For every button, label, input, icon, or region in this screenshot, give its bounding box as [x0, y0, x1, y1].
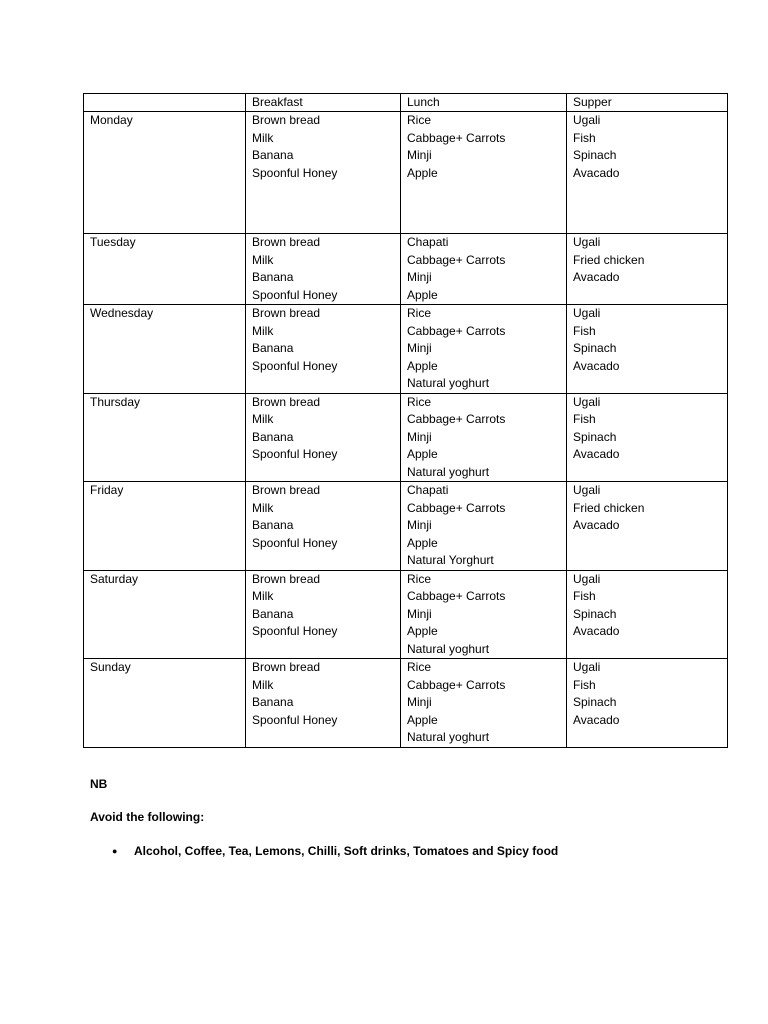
- supper-item: Ugali: [573, 306, 601, 320]
- lunch-item: Apple: [407, 165, 438, 180]
- day-cell: [84, 482, 246, 571]
- lunch-item: Rice: [407, 571, 432, 586]
- lunch-item: Minji: [407, 695, 432, 709]
- lunch-cell: [401, 482, 567, 571]
- breakfast-cell: [246, 305, 401, 394]
- breakfast-item: Spoonful Honey: [252, 535, 338, 550]
- breakfast-item: Spoonful Honey: [252, 624, 338, 638]
- supper-item: Fried chicken: [573, 252, 645, 267]
- header-lunch: Lunch: [401, 94, 567, 112]
- lunch-cell: [401, 659, 567, 748]
- lunch-cell: [401, 305, 567, 394]
- supper-item: Ugali: [573, 394, 601, 409]
- breakfast-item: Banana: [252, 148, 294, 162]
- header-day: [84, 94, 246, 112]
- supper-item: Ugali: [573, 483, 601, 497]
- lunch-item: Minji: [407, 606, 432, 621]
- lunch-item: Cabbage+ Carrots: [407, 323, 506, 338]
- breakfast-cell: [246, 482, 401, 571]
- meal-plan-table: [83, 93, 728, 748]
- supper-item: Fish: [573, 677, 596, 692]
- breakfast-item: Milk: [252, 323, 274, 338]
- supper-item: Avacado: [573, 447, 620, 461]
- header-breakfast: Breakfast: [246, 94, 401, 112]
- day-label: Sunday: [90, 660, 131, 674]
- breakfast-item: Brown bread: [252, 660, 321, 674]
- breakfast-item: Banana: [252, 518, 294, 532]
- breakfast-cell: [246, 659, 401, 748]
- supper-cell: [567, 570, 728, 659]
- lunch-item: Minji: [407, 148, 432, 162]
- lunch-item: Minji: [407, 341, 432, 355]
- nb-heading: NB: [90, 777, 108, 791]
- breakfast-item: Milk: [252, 252, 274, 267]
- bullet-icon: ●: [112, 846, 118, 856]
- lunch-item: Rice: [407, 394, 432, 409]
- supper-item: Avacado: [573, 358, 620, 373]
- lunch-item: Cabbage+ Carrots: [407, 130, 506, 145]
- breakfast-cell: [246, 234, 401, 305]
- supper-item: Spinach: [573, 341, 617, 355]
- day-label: Tuesday: [90, 235, 136, 249]
- lunch-item: Natural yoghurt: [407, 730, 490, 744]
- breakfast-item: Milk: [252, 130, 274, 145]
- supper-item: Spinach: [573, 148, 617, 162]
- breakfast-item: Brown bread: [252, 113, 321, 127]
- day-label: Thursday: [90, 394, 141, 409]
- day-label: Wednesday: [90, 306, 154, 320]
- table-row: [84, 112, 728, 234]
- day-cell: [84, 234, 246, 305]
- lunch-cell: [401, 234, 567, 305]
- table-row: [84, 482, 728, 571]
- breakfast-item: Milk: [252, 500, 274, 515]
- lunch-item: Rice: [407, 660, 432, 674]
- breakfast-cell: [246, 570, 401, 659]
- lunch-item: Minji: [407, 518, 432, 532]
- day-label: Saturday: [90, 571, 139, 586]
- lunch-cell: [401, 393, 567, 482]
- list-item: [112, 843, 558, 861]
- table-row: [84, 393, 728, 482]
- day-label: Friday: [90, 483, 124, 497]
- breakfast-item: Spoonful Honey: [252, 447, 338, 461]
- breakfast-item: Brown bread: [252, 235, 321, 249]
- supper-item: Spinach: [573, 606, 617, 621]
- supper-item: Avacado: [573, 518, 620, 532]
- lunch-item: Cabbage+ Carrots: [407, 677, 506, 692]
- lunch-item: Apple: [407, 624, 438, 638]
- supper-cell: [567, 112, 728, 234]
- supper-item: Spinach: [573, 695, 617, 709]
- lunch-item: Apple: [407, 358, 438, 373]
- breakfast-item: Milk: [252, 589, 274, 603]
- breakfast-item: Banana: [252, 606, 294, 621]
- lunch-item: Rice: [407, 306, 432, 320]
- breakfast-item: Banana: [252, 695, 294, 709]
- lunch-item: Cabbage+ Carrots: [407, 589, 506, 603]
- supper-cell: [567, 482, 728, 571]
- supper-item: Avacado: [573, 712, 620, 727]
- table-header-row: [84, 94, 728, 112]
- lunch-item: Chapati: [407, 235, 449, 249]
- supper-item: Fish: [573, 412, 596, 426]
- supper-item: Avacado: [573, 270, 620, 284]
- supper-item: Ugali: [573, 113, 601, 127]
- table-row: [84, 305, 728, 394]
- breakfast-item: Brown bread: [252, 394, 321, 409]
- lunch-item: Natural Yorghurt: [407, 553, 494, 567]
- lunch-item: Natural yoghurt: [407, 376, 490, 390]
- supper-item: Fish: [573, 589, 596, 603]
- day-cell: [84, 659, 246, 748]
- lunch-item: Apple: [407, 287, 438, 302]
- supper-cell: [567, 234, 728, 305]
- breakfast-item: Brown bread: [252, 483, 321, 497]
- lunch-item: Minji: [407, 429, 432, 444]
- supper-cell: [567, 659, 728, 748]
- breakfast-item: Spoonful Honey: [252, 165, 338, 180]
- day-cell: [84, 112, 246, 234]
- table-row: [84, 570, 728, 659]
- breakfast-item: Banana: [252, 429, 294, 444]
- supper-item: Ugali: [573, 235, 601, 249]
- supper-cell: [567, 393, 728, 482]
- avoid-item-text: Alcohol, Coffee, Tea, Lemons, Chilli, Soft drinks, Tomatoes and Spicy food: [134, 844, 559, 858]
- lunch-item: Natural yoghurt: [407, 464, 490, 479]
- supper-item: Fried chicken: [573, 500, 645, 515]
- table-row: [84, 659, 728, 748]
- supper-item: Fish: [573, 130, 596, 145]
- lunch-cell: [401, 570, 567, 659]
- lunch-item: Minji: [407, 270, 432, 284]
- lunch-item: Rice: [407, 113, 432, 127]
- breakfast-cell: [246, 393, 401, 482]
- lunch-item: Apple: [407, 447, 438, 461]
- breakfast-item: Spoonful Honey: [252, 712, 338, 727]
- lunch-item: Cabbage+ Carrots: [407, 500, 506, 515]
- breakfast-item: Spoonful Honey: [252, 358, 338, 373]
- lunch-item: Natural yoghurt: [407, 641, 490, 656]
- supper-item: Avacado: [573, 165, 620, 180]
- header-supper: Supper: [567, 94, 728, 112]
- breakfast-item: Brown bread: [252, 571, 321, 586]
- lunch-item: Cabbage+ Carrots: [407, 412, 506, 426]
- table-row: [84, 234, 728, 305]
- avoid-list: [112, 843, 558, 861]
- avoid-heading: Avoid the following:: [90, 810, 205, 824]
- lunch-item: Apple: [407, 712, 438, 727]
- breakfast-item: Brown bread: [252, 306, 321, 320]
- supper-item: Spinach: [573, 429, 617, 444]
- day-cell: [84, 393, 246, 482]
- breakfast-item: Banana: [252, 341, 294, 355]
- lunch-cell: [401, 112, 567, 234]
- breakfast-cell: [246, 112, 401, 234]
- supper-cell: [567, 305, 728, 394]
- breakfast-item: Milk: [252, 677, 274, 692]
- breakfast-item: Banana: [252, 270, 294, 284]
- supper-item: Ugali: [573, 571, 601, 586]
- day-cell: [84, 305, 246, 394]
- day-cell: [84, 570, 246, 659]
- lunch-item: Apple: [407, 535, 438, 550]
- supper-item: Fish: [573, 323, 596, 338]
- breakfast-item: Spoonful Honey: [252, 287, 338, 302]
- breakfast-item: Milk: [252, 412, 274, 426]
- day-label: Monday: [90, 113, 133, 127]
- supper-item: Avacado: [573, 624, 620, 638]
- lunch-item: Cabbage+ Carrots: [407, 252, 506, 267]
- table-body: [84, 112, 728, 748]
- lunch-item: Chapati: [407, 483, 449, 497]
- supper-item: Ugali: [573, 660, 601, 674]
